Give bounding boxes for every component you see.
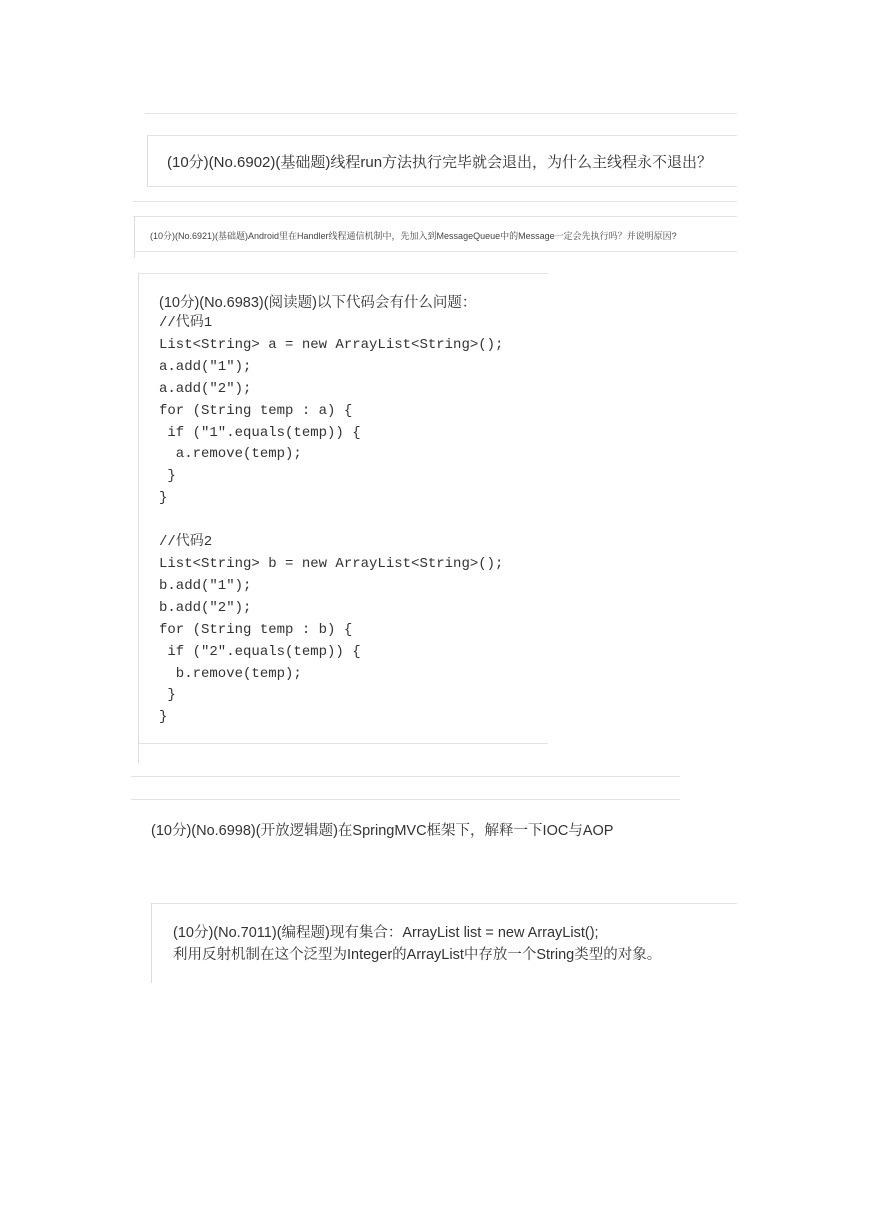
code-line: } (159, 709, 168, 726)
code-line: for (String temp : b) { (159, 621, 353, 638)
code-line: if ("1".equals(temp)) { (159, 424, 361, 441)
code-line: for (String temp : a) { (159, 402, 353, 419)
code-line: } (159, 687, 176, 704)
divider (147, 135, 148, 187)
divider (151, 903, 152, 983)
code-line: a.remove(temp); (159, 446, 302, 463)
divider (138, 273, 548, 274)
divider (131, 799, 680, 800)
divider (145, 113, 737, 114)
code-line: b.add("1"); (159, 577, 252, 594)
question-7011-line1: (10分)(No.7011)(编程题)现有集合：ArrayList list = new ArrayList(); (173, 925, 599, 941)
divider (131, 776, 680, 777)
divider (138, 743, 548, 744)
code-line: a.add("1"); (159, 358, 252, 375)
divider (133, 216, 737, 217)
divider (151, 903, 737, 904)
question-6902: (10分)(No.6902)(基础题)线程run方法执行完毕就会退出，为什么主线程永不退出？ (167, 154, 713, 171)
code-line: //代码2 (159, 534, 213, 551)
question-6998: (10分)(No.6998)(开放逻辑题)在SpringMVC框架下，解释一下IOC与AOP (151, 823, 614, 839)
divider (134, 251, 737, 252)
code-block (159, 313, 503, 729)
divider (138, 273, 139, 763)
code-line: List<String> b = new ArrayList<String>(); (159, 555, 504, 572)
code-line: //代码1 (159, 315, 213, 331)
code-line: } (159, 468, 176, 485)
divider (147, 135, 737, 136)
divider (147, 186, 737, 187)
question-7011-line2: 利用反射机制在这个泛型为Integer的ArrayList中存放一个String类型的对象。 (173, 947, 662, 963)
divider (133, 201, 737, 202)
code-line: List<String> a = new ArrayList<String>(); (159, 336, 504, 353)
code-line: b.remove(temp); (159, 665, 302, 682)
code-line: if ("2".equals(temp)) { (159, 643, 361, 660)
code-line: } (159, 490, 168, 507)
code-line: a.add("2"); (159, 380, 252, 397)
question-6921: (10分)(No.6921)(基础题)Android里在Handler线程通信机制中，先加入到MessageQueue中的Message一定会先执行吗？并说明原因? (150, 231, 677, 241)
code-line: b.add("2"); (159, 599, 252, 616)
question-6983: (10分)(No.6983)(阅读题)以下代码会有什么问题： (159, 295, 477, 311)
